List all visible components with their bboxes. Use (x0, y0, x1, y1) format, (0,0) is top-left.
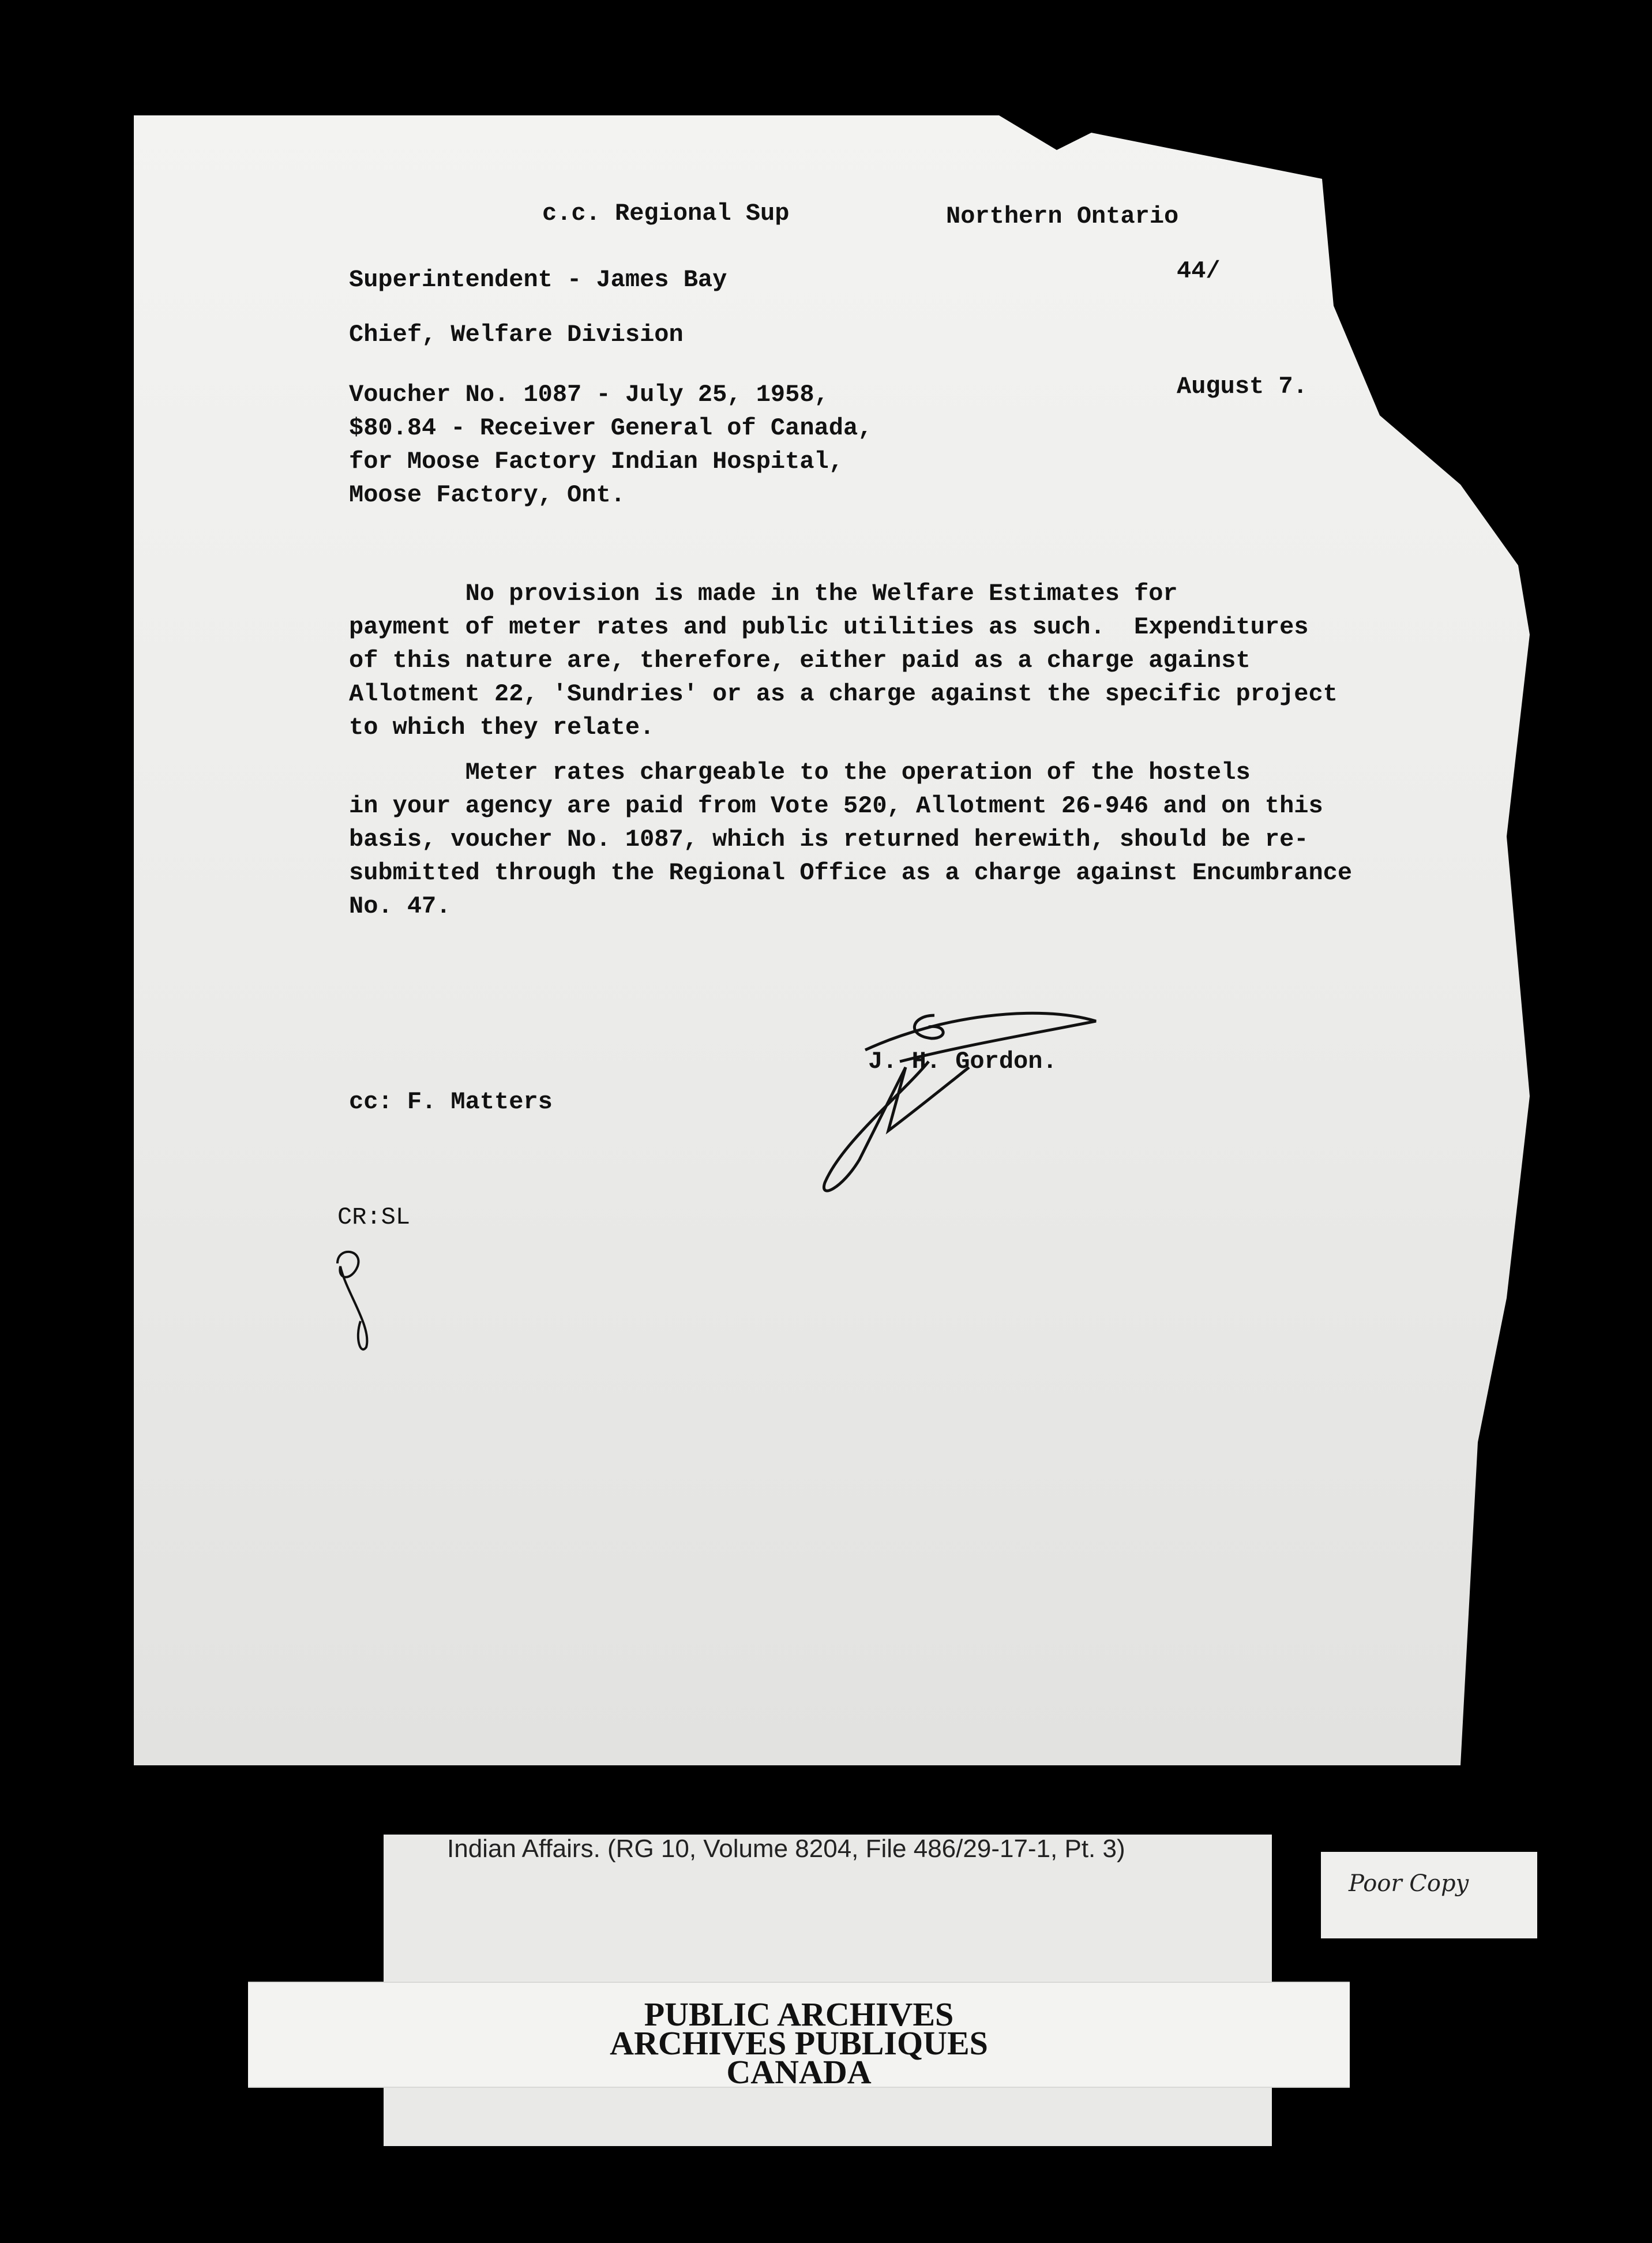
letter-date: August 7. (1177, 373, 1308, 400)
addressee: Superintendent - James Bay (349, 266, 727, 294)
archives-line: PUBLIC ARCHIVES (644, 1996, 954, 2033)
subject-line: Voucher No. 1087 - July 25, 1958, (349, 381, 829, 408)
handwritten-mark (320, 1240, 389, 1356)
cc-recipient: cc: F. Matters (349, 1088, 553, 1116)
paragraph-line: No. 47. (349, 892, 451, 920)
paragraph-2 (349, 756, 1352, 923)
signatory-name: J. H. Gordon. (868, 1048, 1057, 1075)
handwritten-signature (796, 981, 1119, 1211)
public-archives-band (248, 1982, 1350, 2091)
archives-line: CANADA (726, 2053, 872, 2091)
sender: Chief, Welfare Division (349, 321, 684, 348)
letter-page (134, 115, 1530, 1765)
paragraph-line: payment of meter rates and public utilities as such. Expenditures (349, 613, 1309, 641)
paragraph-line: Meter rates chargeable to the operation of the hostels (349, 759, 1251, 786)
file-reference: 44/ (1177, 257, 1221, 285)
archives-line: ARCHIVES PUBLIQUES (610, 2024, 988, 2062)
cc-regional-line-start: c.c. Regional Sup (542, 200, 790, 227)
typist-initials: CR:SL (337, 1203, 411, 1231)
paragraph-line: Allotment 22, 'Sundries' or as a charge against the specific project (349, 680, 1338, 708)
paragraph-line: in your agency are paid from Vote 520, Allotment 26-946 and on this (349, 792, 1323, 820)
paragraph-line: submitted through the Regional Office as a charge against Encumbrance (349, 859, 1353, 887)
paragraph-line: to which they relate. (349, 714, 655, 741)
cc-regional-line-end: Northern Ontario (946, 202, 1179, 230)
paragraph-line: of this nature are, therefore, either paid as a charge against (349, 647, 1251, 674)
poor-copy-label (1321, 1852, 1537, 1938)
subject-line: for Moose Factory Indian Hospital, (349, 448, 843, 475)
archives-label (248, 1996, 1350, 2091)
subject-line: Moose Factory, Ont. (349, 481, 625, 509)
quality-note: Poor Copy (1349, 1870, 1469, 1897)
subject-line: $80.84 - Receiver General of Canada, (349, 414, 873, 442)
paragraph-1 (349, 577, 1338, 744)
archive-reference: Indian Affairs. (RG 10, Volume 8204, File 486/29-17-1, Pt. 3) (447, 1835, 1125, 1863)
paragraph-line: No provision is made in the Welfare Estimates for (349, 580, 1178, 607)
paragraph-line: basis, voucher No. 1087, which is returned herewith, should be re- (349, 826, 1309, 853)
subject-block (349, 378, 872, 512)
